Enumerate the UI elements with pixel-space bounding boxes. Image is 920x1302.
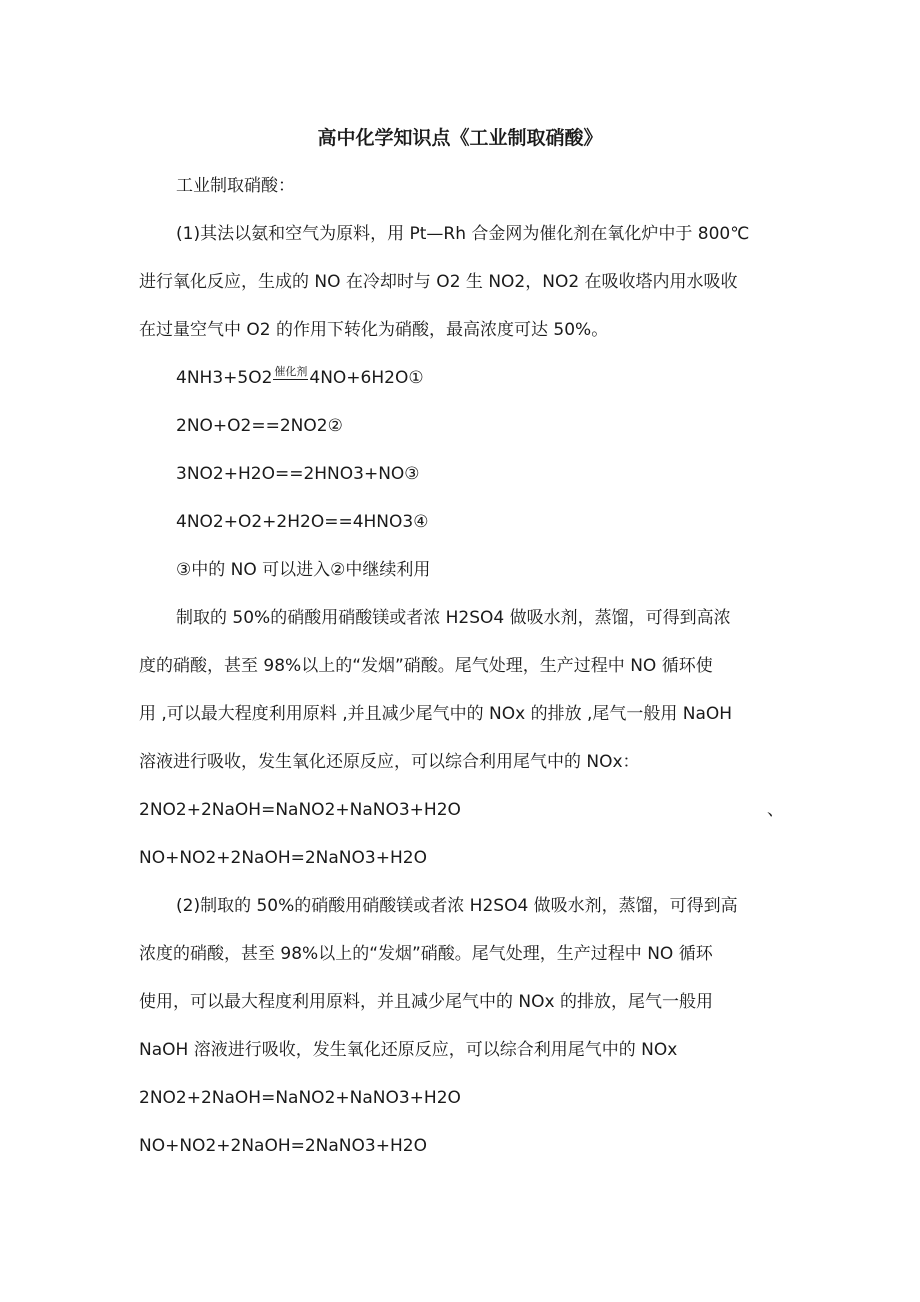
enumeration-comma: 、 [767, 800, 784, 820]
para3-line-4: NaOH 溶液进行吸收，发生氧化还原反应，可以综合利用尾气中的 NOx [139, 1040, 678, 1060]
equation-2: 2NO+O2==2NO2② [176, 416, 343, 436]
para2-equation-1 [139, 796, 784, 824]
para1-line-3: 在过量空气中 O2 的作用下转化为硝酸，最高浓度可达 50%。 [139, 320, 609, 340]
recycle-note: ③中的 NO 可以进入②中继续利用 [176, 560, 431, 580]
para2-equation-2: NO+NO2+2NaOH=2NaNO3+H2O [139, 848, 427, 868]
para2-line-4: 溶液进行吸收，发生氧化还原反应，可以综合利用尾气中的 NOx： [139, 752, 640, 772]
para2-line-3: 用 ,可以最大程度利用原料 ,并且减少尾气中的 NOx 的排放 ,尾气一般用 NaOH [139, 704, 733, 724]
para2-line-1: 制取的 50%的硝酸用硝酸镁或者浓 H2SO4 做吸水剂，蒸馏，可得到高浓 [176, 608, 731, 628]
intro-heading: 工业制取硝酸： [176, 176, 295, 196]
para3-line-3: 使用，可以最大程度利用原料，并且减少尾气中的 NOx 的排放，尾气一般用 [139, 992, 713, 1012]
para3-equation-2: NO+NO2+2NaOH=2NaNO3+H2O [139, 1136, 427, 1156]
catalyst-label: 催化剂 [274, 365, 308, 378]
para2-equation-1-text: 2NO2+2NaOH=NaNO2+NaNO3+H2O [139, 800, 461, 820]
page-title: 高中化学知识点《工业制取硝酸》 [317, 127, 603, 149]
equation-4: 4NO2+O2+2H2O==4HNO3④ [176, 512, 429, 532]
equation-1-left: 4NH3+5O2 [176, 368, 273, 388]
para3-line-1: (2)制取的 50%的硝酸用硝酸镁或者浓 H2SO4 做吸水剂，蒸馏，可得到高 [176, 896, 738, 916]
para1-line-2: 进行氧化反应，生成的 NO 在冷却时与 O2 生 NO2，NO2 在吸收塔内用水吸收 [139, 272, 738, 292]
para3-equation-1: 2NO2+2NaOH=NaNO2+NaNO3+H2O [139, 1088, 461, 1108]
para2-line-2: 度的硝酸，甚至 98%以上的“发烟”硝酸。尾气处理，生产过程中 NO 循环使 [139, 656, 713, 676]
para3-line-2: 浓度的硝酸，甚至 98%以上的“发烟”硝酸。尾气处理，生产过程中 NO 循环 [139, 944, 713, 964]
equation-1 [176, 364, 784, 392]
para1-line-1: (1)其法以氨和空气为原料，用 Pt—Rh 合金网为催化剂在氧化炉中于 800℃ [176, 224, 750, 244]
equation-1-right: 4NO+6H2O① [309, 368, 424, 388]
equation-3: 3NO2+H2O==2HNO3+NO③ [176, 464, 420, 484]
